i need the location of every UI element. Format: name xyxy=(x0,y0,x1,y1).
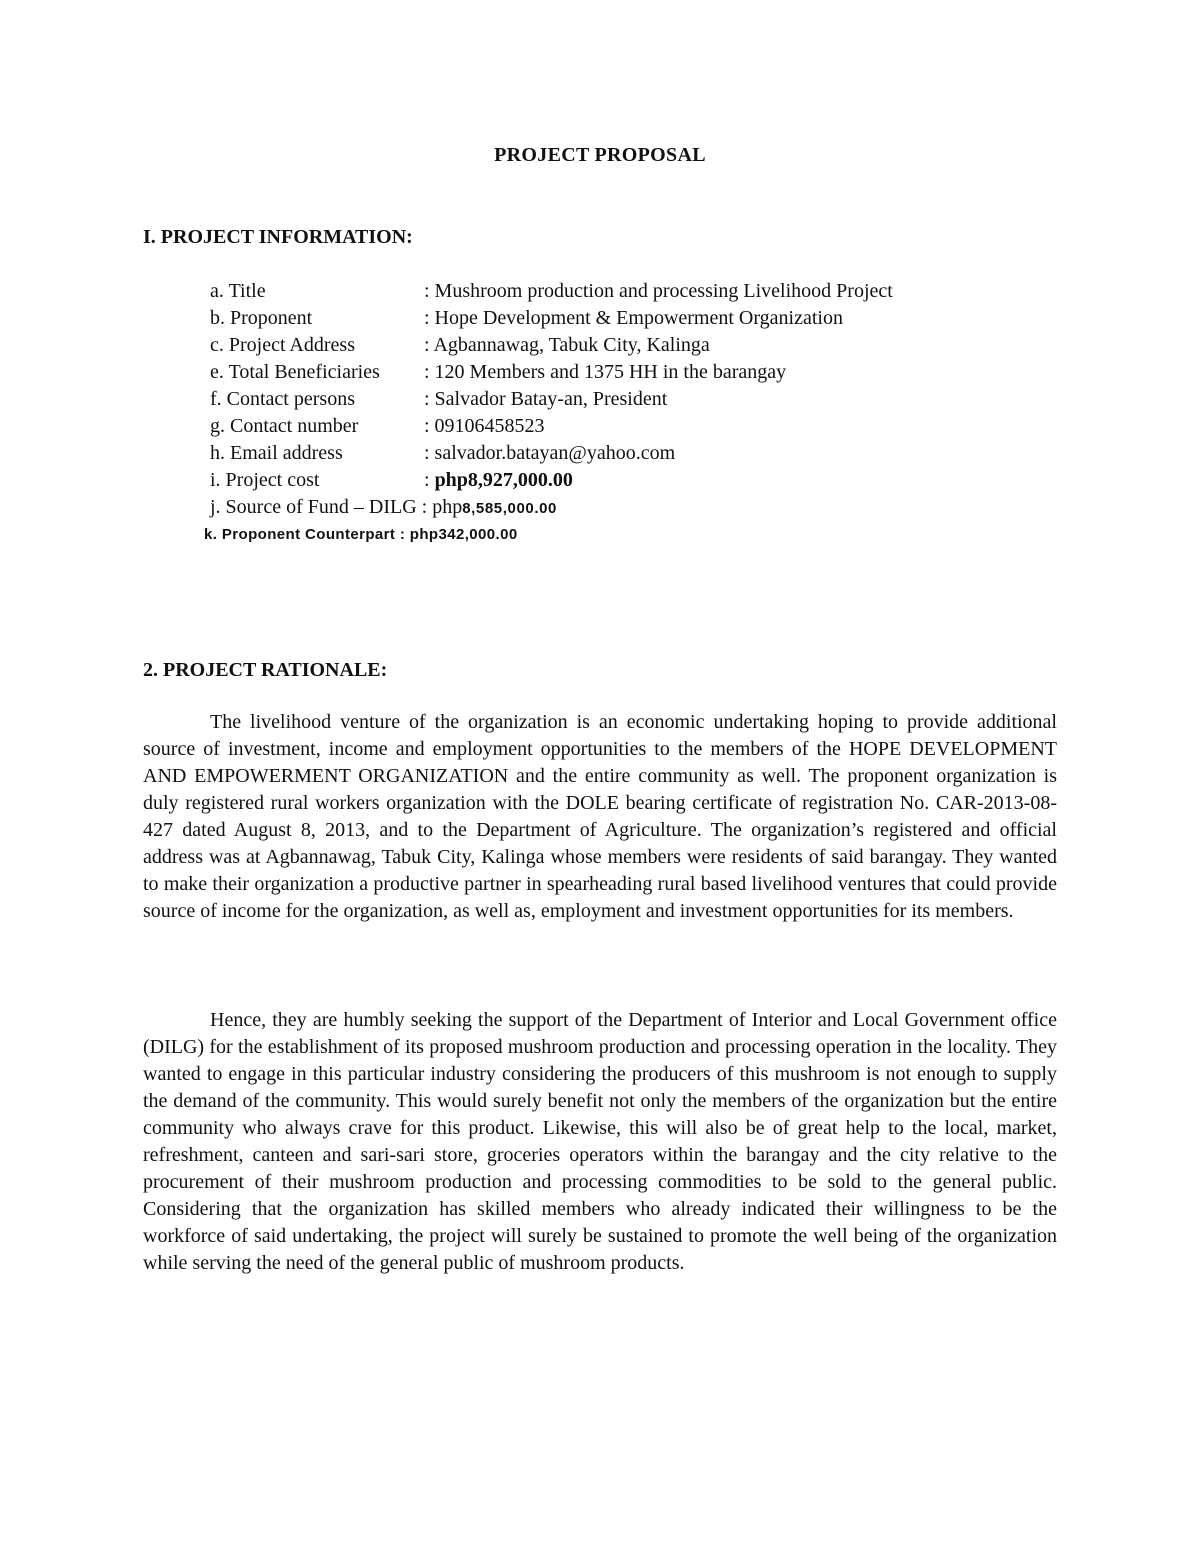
info-value: : Mushroom production and processing Livelihood Project xyxy=(424,280,893,302)
project-cost-amount: php8,927,000.00 xyxy=(434,469,573,491)
info-label: e. Total Beneficiaries xyxy=(210,361,380,383)
info-row-address xyxy=(210,332,1110,359)
info-colon: : xyxy=(424,469,435,491)
rationale-paragraph: The livelihood venture of the organization is an economic undertaking hoping to provide additional source of investment, income and employment opportunities to the members of the HOPE DEVELOPMENT AND EMPOWERMENT ORGANIZATION and the entire community as well. The proponent organization is duly registered rural workers organization with the DOLE bearing certificate of registration No. CAR-2013-08-427 dated August 8, 2013, and to the Department of Agriculture. The organization’s registered and official address was at Agbannawag, Tabuk City, Kalinga whose members were residents of said barangay. They wanted to make their organization a productive partner in spearheading rural based livelihood ventures that could provide source of income for the organization, as well as, employment and investment opportunities for its members. xyxy=(143,711,1057,922)
info-row-proponent xyxy=(210,305,1110,332)
info-label: b. Proponent xyxy=(210,307,313,329)
info-value xyxy=(424,467,573,494)
rationale-paragraph: Hence, they are humbly seeking the support of the Department of Interior and Local Government office (DILG) for the establishment of its proposed mushroom production and processing operation in the locality. They wanted to engage in this particular industry considering the producers of this mushroom is not enough to supply the demand of the community. This would surely benefit not only the members of the organization but the entire community who always crave for this product. Likewise, this will also be of great help to the local, market, refreshment, canteen and sari-sari store, groceries operators within the barangay and the city relative to the procurement of their mushroom production and processing commodities to be sold to the general public. Considering that the organization has skilled members who already indicated their willingness to be the workforce of said undertaking, the project will surely be sustained to promote the well being of the organization while serving the need of the general public of mushroom products. xyxy=(143,1009,1057,1274)
source-of-fund-amount: 8,585,000.00 xyxy=(462,500,557,517)
info-label xyxy=(210,494,557,522)
counterpart-text: k. Proponent Counterpart : php342,000.00 xyxy=(204,526,518,543)
source-of-fund-label: j. Source of Fund – DILG : php xyxy=(210,496,463,518)
info-row-beneficiaries xyxy=(210,359,1110,386)
info-value: : 120 Members and 1375 HH in the barangay xyxy=(424,361,787,383)
info-value: : 09106458523 xyxy=(424,415,545,437)
info-value: : Agbannawag, Tabuk City, Kalinga xyxy=(424,334,710,356)
info-label: i. Project cost xyxy=(210,469,320,491)
info-row-contact-persons xyxy=(210,386,1110,413)
info-label: f. Contact persons xyxy=(210,388,355,410)
page-title: PROJECT PROPOSAL xyxy=(494,144,706,166)
info-label: a. Title xyxy=(210,280,266,302)
info-row-source-of-fund xyxy=(210,494,1110,521)
info-value: : salvador.batayan@yahoo.com xyxy=(424,442,676,464)
info-row-title xyxy=(210,278,1110,305)
info-label: g. Contact number xyxy=(210,415,359,437)
info-label: h. Email address xyxy=(210,442,343,464)
section-heading-project-information: I. PROJECT INFORMATION: xyxy=(143,226,413,248)
info-label: c. Project Address xyxy=(210,334,355,356)
info-row-email xyxy=(210,440,1110,467)
info-row-project-cost xyxy=(210,467,1110,494)
info-row-counterpart xyxy=(204,521,1104,548)
info-value: : Salvador Batay-an, President xyxy=(424,388,668,410)
section-heading-project-rationale: 2. PROJECT RATIONALE: xyxy=(143,659,388,681)
info-row-contact-number xyxy=(210,413,1110,440)
project-information-list xyxy=(204,278,1110,548)
info-value: : Hope Development & Empowerment Organization xyxy=(424,307,843,329)
